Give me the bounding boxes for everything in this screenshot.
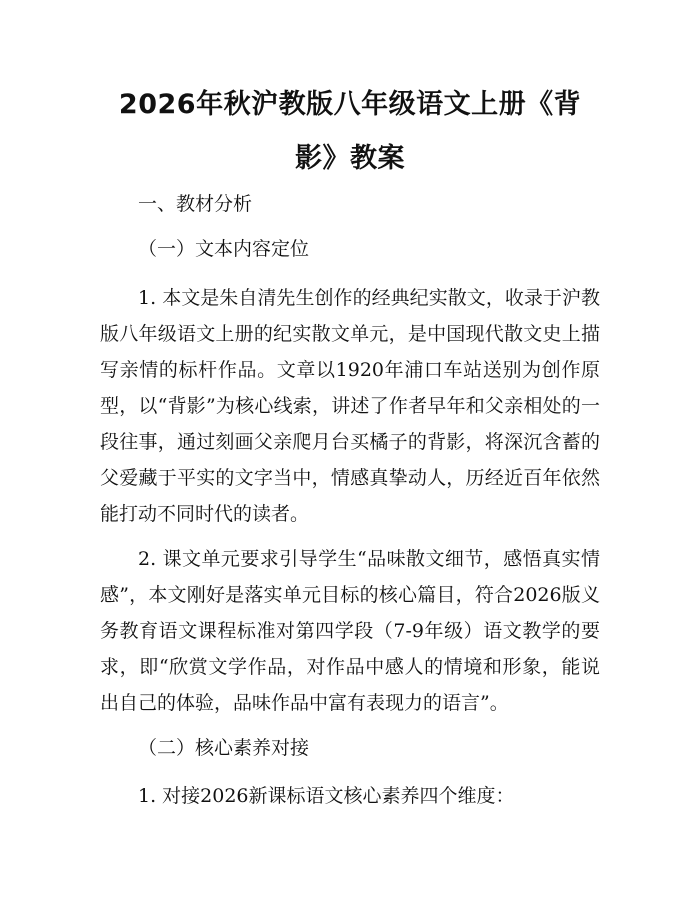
paragraph-text-introduction: 1. 本文是朱自清先生创作的经典纪实散文，收录于沪教版八年级语文上册的纪实散文单元，是中国现代散文史上描写亲情的标杆作品。文章以1920年浦口车站送别为创作原型，以“背影”为核心线索，讲述了作者早年和父亲相处的一段往事，通过刻画父亲爬月台买橘子的背影，将深沉含蓄的父爱藏于平实的文字当中，情感真挚动人，历经近百年依然能打动不同时代的读者。	[100, 287, 600, 525]
section-heading-textbook-analysis: 一、教材分析	[138, 193, 253, 215]
subsection-heading-text-positioning: （一）文本内容定位	[138, 238, 310, 260]
document-title: 2026年秋沪教版八年级语文上册《背影》教案	[118, 89, 582, 174]
paragraph-core-literacy-dimensions: 1. 对接2026新课标语文核心素养四个维度：	[138, 785, 515, 807]
paragraph-unit-requirements: 2. 课文单元要求引导学生“品味散文细节，感悟真实情感”，本文刚好是落实单元目标的核心篇目，符合2026版义务教育语文课程标准对第四学段（7-9年级）语文教学的要求，即“欣赏文学作品，对作品中感人的情境和形象，能说出自己的体验，品味作品中富有表现力的语言”。	[100, 548, 600, 714]
subsection-heading-core-literacy: （二）核心素养对接	[138, 737, 310, 759]
